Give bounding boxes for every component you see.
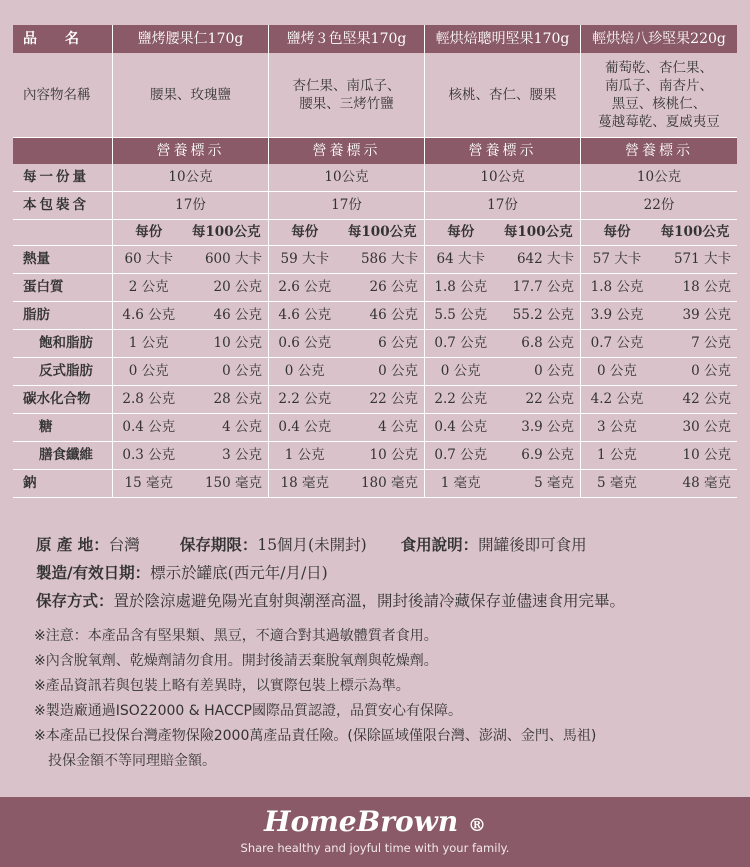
nutrient-value — [425, 414, 581, 442]
per-serving-value: 1 公克 — [128, 335, 169, 352]
product-info — [36, 530, 726, 614]
per-serving-value: 1 公克 — [597, 447, 637, 464]
nutrient-label: 熱量 — [13, 246, 113, 274]
per-100g-value: 7 公克 — [691, 335, 731, 352]
nutrient-value — [269, 414, 425, 442]
nutrient-rows — [13, 246, 737, 498]
per-100g-value: 20 公克 — [213, 279, 262, 296]
contents-label: 內容物名稱 — [13, 53, 113, 138]
nutrient-value — [113, 386, 269, 414]
per-serving-value: 0 公克 — [284, 363, 325, 380]
nutrient-row — [13, 302, 737, 330]
per-serving-value: 1 公克 — [284, 447, 325, 464]
per-serving-value: 0.7 公克 — [434, 447, 488, 464]
per-100g-value: 0 公克 — [534, 363, 574, 380]
nutrient-label: 膳食纖維 — [13, 442, 113, 470]
nutrition-title: 營養標示 — [581, 138, 737, 164]
nutrient-value — [581, 386, 737, 414]
per-serving-value: 0 公克 — [597, 363, 637, 380]
info-line-3 — [36, 586, 726, 614]
nutrition-table — [13, 25, 737, 498]
per-serving-value: 0 公克 — [440, 363, 481, 380]
nutrient-value — [113, 274, 269, 302]
per-serving-value: 64 大卡 — [436, 251, 485, 268]
per-100g-value: 46 公克 — [213, 307, 262, 324]
nutrient-value — [269, 386, 425, 414]
nutrient-value — [581, 358, 737, 386]
per-serving-value: 1.8 公克 — [590, 279, 644, 296]
per-serving-value: 2.8 公克 — [122, 391, 176, 408]
per-100g-value: 22 公克 — [525, 391, 574, 408]
band-blank — [13, 138, 113, 164]
per-100g-value: 6.8 公克 — [521, 335, 574, 352]
nutrient-label: 反式脂肪 — [13, 358, 113, 386]
nutrient-value — [425, 330, 581, 358]
per-serving-value: 2 公克 — [128, 279, 169, 296]
per-pack-label: 本包裝含 — [13, 192, 113, 220]
nutrient-value — [425, 274, 581, 302]
serving-value: 10公克 — [269, 164, 425, 192]
per-serving-value: 0.6 公克 — [278, 335, 332, 352]
per-serving-value: 4.6 公克 — [122, 307, 176, 324]
nutrient-value — [269, 442, 425, 470]
registered-mark: ® — [467, 815, 486, 836]
serving-row — [13, 164, 737, 192]
per-serving-value: 5.5 公克 — [434, 307, 488, 324]
per-pack-value: 17份 — [113, 192, 269, 220]
nutrient-value — [581, 330, 737, 358]
nutrient-row — [13, 358, 737, 386]
nutrient-value — [425, 358, 581, 386]
per-serving-value: 1 毫克 — [440, 475, 481, 492]
note-line: ※產品資訊若與包裝上略有差異時，以實際包裝上標示為準。 — [34, 677, 410, 694]
per-serving-value: 3 公克 — [597, 419, 637, 436]
per-100g-value: 6 公克 — [378, 335, 418, 352]
nutrition-title-row — [13, 138, 737, 164]
nutrient-value — [425, 386, 581, 414]
per-serving-value: 0.7 公克 — [434, 335, 488, 352]
per-100g-value: 642 大卡 — [516, 251, 574, 268]
per-pack-value: 17份 — [269, 192, 425, 220]
column-subheader-row — [13, 220, 737, 246]
nutrient-label: 蛋白質 — [13, 274, 113, 302]
per-100g-value: 18 公克 — [682, 279, 731, 296]
contents-value: 葡萄乾、杏仁果、 南瓜子、南杏片、 黑豆、核桃仁、 蔓越莓乾、夏威夷豆 — [581, 53, 737, 138]
storage-label: 保存方式： — [36, 591, 114, 610]
nutrient-row — [13, 414, 737, 442]
nutrient-value — [113, 246, 269, 274]
per-serving-value: 59 大卡 — [280, 251, 329, 268]
nutrient-value — [113, 358, 269, 386]
nutrient-value — [581, 274, 737, 302]
per-serving-value: 0.4 公克 — [122, 419, 176, 436]
product-name: 鹽烤腰果仁170g — [113, 25, 269, 53]
per-100g-value: 600 大卡 — [204, 251, 262, 268]
per-serving-value: 2.2 公克 — [278, 391, 332, 408]
per-100g-value: 571 大卡 — [673, 251, 731, 268]
per-serving-value: 4.2 公克 — [590, 391, 644, 408]
brand-tagline: Share healthy and joyful time with your family. — [240, 841, 510, 855]
nutrient-value — [425, 302, 581, 330]
per-100g-value: 3 公克 — [222, 447, 262, 464]
notes — [34, 622, 734, 772]
per-pack-value: 22份 — [581, 192, 737, 220]
per-100g-value: 42 公克 — [682, 391, 731, 408]
per-serving-value: 0.7 公克 — [590, 335, 644, 352]
brand-name: HomeBrown — [264, 805, 459, 838]
usage-value: 開罐後即可食用 — [478, 536, 587, 554]
nutrient-value — [269, 330, 425, 358]
per-serving-value: 18 毫克 — [280, 475, 329, 492]
per-serving-value: 3.9 公克 — [590, 307, 644, 324]
per-100g-value: 5 毫克 — [534, 475, 574, 492]
info-line-2 — [36, 558, 726, 586]
nutrient-row — [13, 246, 737, 274]
nutrient-row — [13, 330, 737, 358]
subheader: 每份 每100公克 — [425, 220, 581, 246]
per-100g-value: 17.7 公克 — [512, 279, 574, 296]
nutrient-value — [581, 442, 737, 470]
nutrient-value — [269, 302, 425, 330]
nutrient-value — [581, 246, 737, 274]
nutrient-value — [113, 302, 269, 330]
per-serving-value: 2.2 公克 — [434, 391, 488, 408]
name-label: 品 名 — [13, 25, 113, 53]
serving-value: 10公克 — [581, 164, 737, 192]
per-100g-value: 48 毫克 — [682, 475, 731, 492]
per-serving-value: 0.4 公克 — [434, 419, 488, 436]
brand-logo — [0, 805, 750, 838]
per-100g-value: 55.2 公克 — [512, 307, 574, 324]
per-serving-value: 1.8 公克 — [434, 279, 488, 296]
per-100g-value: 10 公克 — [682, 447, 731, 464]
nutrient-value — [113, 470, 269, 498]
origin-label: 原 產 地： — [36, 535, 109, 554]
nutrient-value — [581, 302, 737, 330]
per-100g-value: 10 公克 — [213, 335, 262, 352]
per-100g-value: 586 大卡 — [360, 251, 418, 268]
per-100g-value: 46 公克 — [369, 307, 418, 324]
per-100g-value: 4 公克 — [378, 419, 418, 436]
per-100g-value: 4 公克 — [222, 419, 262, 436]
nutrient-value — [269, 246, 425, 274]
nutrient-label: 飽和脂肪 — [13, 330, 113, 358]
per-serving-value: 4.6 公克 — [278, 307, 332, 324]
product-name: 輕烘焙八珍堅果220g — [581, 25, 737, 53]
usage-label: 食用說明： — [400, 535, 479, 554]
serving-value: 10公克 — [113, 164, 269, 192]
nutrient-value — [581, 470, 737, 498]
per-100g-value: 6.9 公克 — [521, 447, 574, 464]
subheader: 每份 每100公克 — [269, 220, 425, 246]
per-serving-value: 2.6 公克 — [278, 279, 332, 296]
per-serving-value: 60 大卡 — [124, 251, 173, 268]
product-header-row — [13, 25, 737, 53]
subheader: 每份 每100公克 — [113, 220, 269, 246]
nutrient-value — [269, 358, 425, 386]
per-serving-value: 0 公克 — [128, 363, 169, 380]
per-100g-value: 39 公克 — [682, 307, 731, 324]
nutrient-label: 碳水化合物 — [13, 386, 113, 414]
per-serving-value: 15 毫克 — [124, 475, 173, 492]
per-100g-value: 10 公克 — [369, 447, 418, 464]
per-serving-value: 5 毫克 — [597, 475, 637, 492]
shelf-label: 保存期限： — [179, 535, 258, 554]
nutrient-row — [13, 386, 737, 414]
per-100g-value: 26 公克 — [369, 279, 418, 296]
per-100g-value: 22 公克 — [369, 391, 418, 408]
origin-value: 台灣 — [108, 536, 140, 554]
storage-value: 置於陰涼處避免陽光直射與潮溼高溫，開封後請冷藏保存並儘速食用完畢。 — [113, 592, 626, 610]
per-100g-value: 0 公克 — [222, 363, 262, 380]
nutrient-value — [113, 330, 269, 358]
per-serving-value: 57 大卡 — [592, 251, 642, 268]
nutrient-row — [13, 274, 737, 302]
nutrient-label: 鈉 — [13, 470, 113, 498]
nutrient-label: 糖 — [13, 414, 113, 442]
per-pack-row — [13, 192, 737, 220]
serving-value: 10公克 — [425, 164, 581, 192]
nutrient-value — [425, 246, 581, 274]
nutrition-title: 營養標示 — [269, 138, 425, 164]
note-line: ※本產品已投保台灣產物保險2000萬產品責任險。(保除區域僅限台灣、澎湖、金門、馬祖) — [34, 727, 597, 744]
product-name: 輕烘焙聰明堅果170g — [425, 25, 581, 53]
subheader: 每份 每100公克 — [581, 220, 737, 246]
footer — [0, 797, 750, 867]
note-line: ※內含脫氧劑、乾燥劑請勿食用。開封後請丟棄脫氧劑與乾燥劑。 — [34, 652, 438, 669]
per-100g-value: 0 公克 — [691, 363, 731, 380]
per-serving-value: 0.4 公克 — [278, 419, 332, 436]
serving-label: 每一份量 — [13, 164, 113, 192]
per-serving-value: 0.3 公克 — [122, 447, 176, 464]
contents-row — [13, 53, 737, 138]
per-100g-value: 180 毫克 — [360, 475, 418, 492]
date-label: 製造/有效日期： — [36, 563, 151, 582]
shelf-value: 15個月(未開封) — [257, 536, 367, 554]
nutrient-value — [113, 414, 269, 442]
nutrient-value — [425, 470, 581, 498]
contents-value: 腰果、玫瑰鹽 — [113, 53, 269, 138]
nutrient-row — [13, 470, 737, 498]
date-value: 標示於罐底(西元年/月/日) — [150, 564, 328, 582]
nutrient-value — [581, 414, 737, 442]
nutrient-label: 脂肪 — [13, 302, 113, 330]
info-line-1 — [36, 530, 726, 558]
nutrient-row — [13, 442, 737, 470]
nutrition-title: 營養標示 — [113, 138, 269, 164]
product-name: 鹽烤３色堅果170g — [269, 25, 425, 53]
per-100g-value: 0 公克 — [378, 363, 418, 380]
nutrient-value — [425, 442, 581, 470]
per-pack-value: 17份 — [425, 192, 581, 220]
nutrient-value — [269, 470, 425, 498]
per-100g-value: 28 公克 — [213, 391, 262, 408]
nutrition-title: 營養標示 — [425, 138, 581, 164]
note-line: ※製造廠通過ISO22000 & HACCP國際品質認證，品質安心有保障。 — [34, 702, 462, 719]
per-100g-value: 150 毫克 — [204, 475, 262, 492]
nutrient-value — [269, 274, 425, 302]
subheader-blank — [13, 220, 113, 246]
note-line: 投保金額不等同理賠金額。 — [34, 752, 216, 769]
nutrient-value — [113, 442, 269, 470]
contents-value: 核桃、杏仁、腰果 — [425, 53, 581, 138]
per-100g-value: 30 公克 — [682, 419, 731, 436]
note-line: ※注意：本產品含有堅果類、黑豆，不適合對其過敏體質者食用。 — [34, 627, 438, 644]
per-100g-value: 3.9 公克 — [521, 419, 574, 436]
contents-value: 杏仁果、南瓜子、 腰果、三烤竹鹽 — [269, 53, 425, 138]
